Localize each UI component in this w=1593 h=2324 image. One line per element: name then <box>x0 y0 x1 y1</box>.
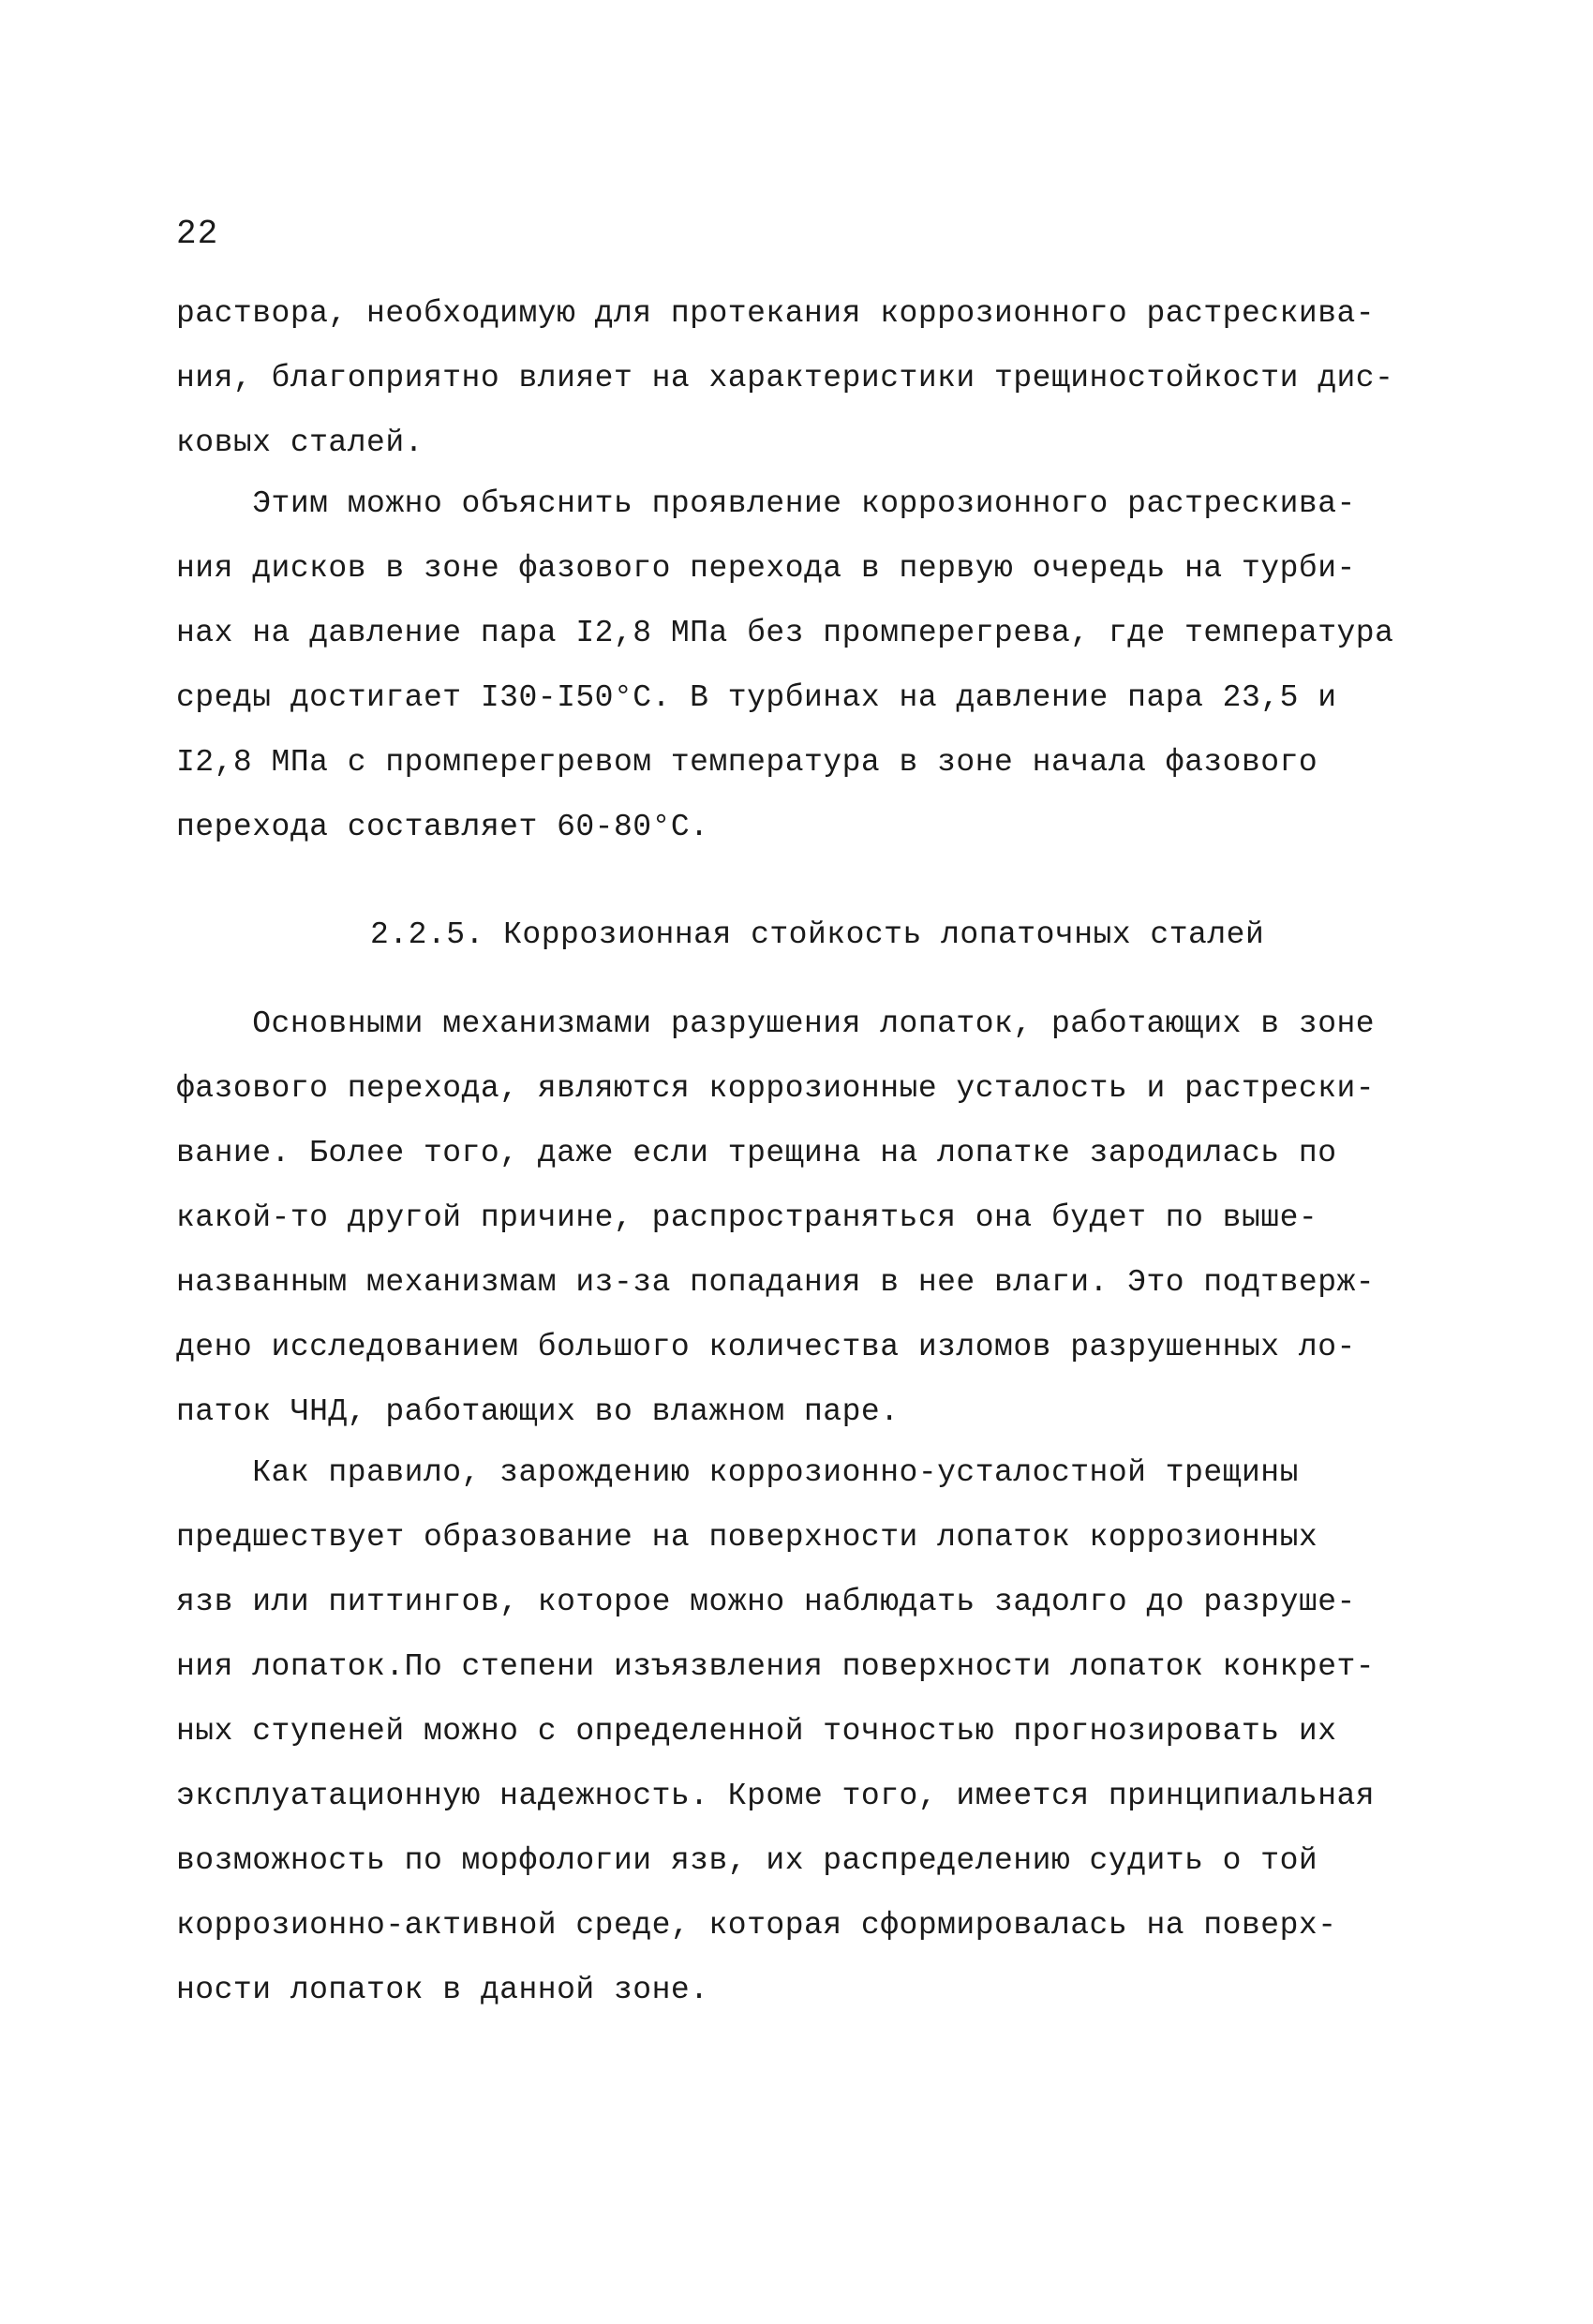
text-line: раствора, необходимую для протекания коррозионного растрескива- <box>176 296 1376 331</box>
text-line: вание. Более того, даже если трещина на лопатке зародилась по <box>176 1136 1337 1170</box>
section-heading: 2.2.5. Коррозионная стойкость лопаточных сталей <box>370 917 1265 952</box>
text-line: I2,8 МПа с промперегревом температура в зоне начала фазового <box>176 745 1318 780</box>
text-line: эксплуатационную надежность. Кроме того, имеется принципиальная <box>176 1779 1376 1813</box>
text-line: ния лопаток.По степени изъязвления поверхности лопаток конкрет- <box>176 1649 1376 1684</box>
text-line: какой-то другой причине, распространяться она будет по выше- <box>176 1200 1318 1235</box>
text-line: возможность по морфологии язв, их распределению судить о той <box>176 1843 1318 1878</box>
text-line: Этим можно объяснить проявление коррозионного растрескива- <box>176 486 1356 521</box>
text-line: ния, благоприятно влияет на характеристики трещиностойкости дис- <box>176 361 1394 395</box>
text-line: нах на давление пара I2,8 МПа без промперегрева, где температура <box>176 616 1394 650</box>
text-line: ния дисков в зоне фазового перехода в первую очередь на турби- <box>176 551 1356 586</box>
text-line: Как правило, зарождению коррозионно-усталостной трещины <box>176 1455 1299 1490</box>
text-line: язв или питтингов, которое можно наблюдать задолго до разруше- <box>176 1585 1356 1619</box>
text-line: паток ЧНД, работающих во влажном паре. <box>176 1394 900 1429</box>
text-line: среды достигает I30-I50°С. В турбинах на давление пара 23,5 и <box>176 680 1337 715</box>
paragraph-1 <box>176 281 1422 475</box>
paragraph-3 <box>176 991 1422 1444</box>
text-line: Основными механизмами разрушения лопаток, работающих в зоне <box>176 1006 1376 1041</box>
text-line: ковых сталей. <box>176 425 424 460</box>
text-line: предшествует образование на поверхности лопаток коррозионных <box>176 1520 1318 1555</box>
text-line: перехода составляет 60-80°С. <box>176 810 709 844</box>
paragraph-4 <box>176 1440 1422 2022</box>
text-line: ных ступеней можно с определенной точностью прогнозировать их <box>176 1714 1337 1749</box>
text-line: коррозионно-активной среде, которая сформировалась на поверх- <box>176 1908 1337 1943</box>
paragraph-2 <box>176 471 1422 859</box>
text-line: ности лопаток в данной зоне. <box>176 1973 709 2007</box>
text-line: фазового перехода, являются коррозионные усталость и растрески- <box>176 1071 1376 1106</box>
text-line: названным механизмам из-за попадания в нее влаги. Это подтверж- <box>176 1265 1376 1300</box>
page-number: 22 <box>176 215 219 253</box>
text-line: дено исследованием большого количества изломов разрушенных ло- <box>176 1330 1356 1364</box>
